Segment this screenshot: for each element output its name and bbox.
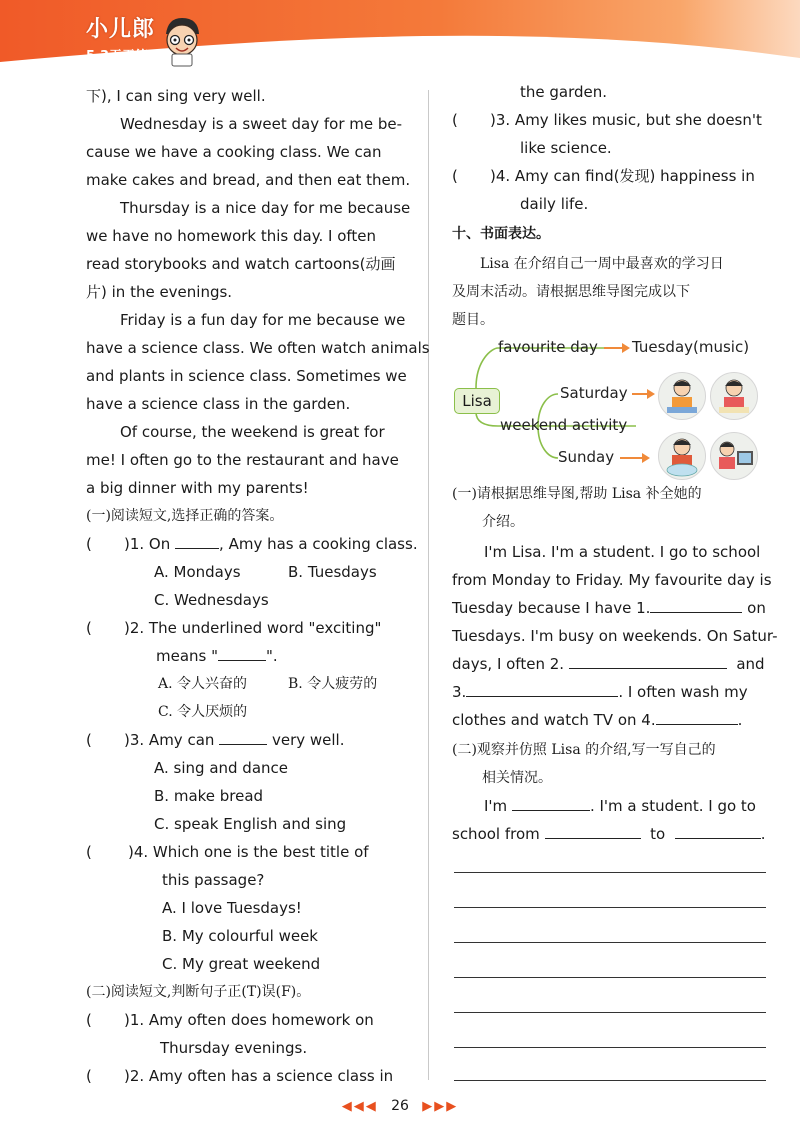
mind-map-favourite-day: favourite day xyxy=(498,338,598,356)
answer-blank-4[interactable] xyxy=(656,710,738,725)
start-day-blank[interactable] xyxy=(545,824,641,839)
series-title: 5·3天天练 xyxy=(86,49,149,64)
intro-line: 及周末活动。请根据思维导图完成以下 xyxy=(452,284,690,300)
prev-arrows-icon: ◀◀◀ xyxy=(341,1099,378,1114)
passage-line: clothes and watch TV on 4. . xyxy=(452,711,743,729)
answer-paren[interactable]: ( xyxy=(86,1067,92,1085)
question-4-line2: this passage? xyxy=(162,871,265,889)
option-c[interactable]: C. My great weekend xyxy=(162,955,321,973)
passage-line: me! I often go to the restaurant and have xyxy=(86,451,399,469)
tf-question-2: ( )2. Amy often has a science class in xyxy=(86,1067,394,1085)
tf-question-3: ( )3. Amy likes music, but she doesn't xyxy=(452,111,762,129)
passage-line: read storybooks and watch cartoons(动画 xyxy=(86,255,396,273)
answer-blank-2[interactable] xyxy=(569,654,727,669)
part1-heading: (一)阅读短文,选择正确的答案。 xyxy=(86,508,284,524)
answer-paren[interactable]: ( xyxy=(86,731,92,749)
passage-line: Friday is a fun day for me because we xyxy=(120,311,406,329)
page-header xyxy=(0,0,800,78)
mind-map xyxy=(452,330,770,480)
writing-line[interactable] xyxy=(454,1080,766,1081)
intro-line: Lisa 在介绍自己一周中最喜欢的学习日 xyxy=(480,256,724,272)
drawing-picture xyxy=(710,372,758,420)
answer-blank[interactable] xyxy=(218,646,266,661)
answer-paren[interactable]: ( xyxy=(86,619,92,637)
mind-map-saturday: Saturday xyxy=(560,384,628,402)
watching-tv-picture xyxy=(710,432,758,480)
answer-paren[interactable]: ( xyxy=(86,843,92,861)
writing-line[interactable] xyxy=(454,1012,766,1013)
answer-paren[interactable]: ( xyxy=(86,535,92,553)
option-c[interactable]: C. Wednesdays xyxy=(154,591,269,609)
answer-blank-3[interactable] xyxy=(466,682,618,697)
tf-question-2-line2: the garden. xyxy=(520,83,608,101)
column-divider xyxy=(428,90,429,1080)
answer-blank[interactable] xyxy=(219,730,267,745)
mind-map-center: Lisa xyxy=(454,388,500,414)
option-a[interactable]: A. sing and dance xyxy=(154,759,288,777)
passage-line: Thursday is a nice day for me because xyxy=(120,199,411,217)
tf-question-4-line2: daily life. xyxy=(520,195,589,213)
answer-blank-1[interactable] xyxy=(650,598,742,613)
question-1: ( )1. On , Amy has a cooking class. xyxy=(86,535,418,553)
mind-map-favourite-value: Tuesday(music) xyxy=(632,338,750,356)
option-a[interactable]: A. 令人兴奋的 xyxy=(158,676,248,692)
passage-line: cause we have a cooking class. We can xyxy=(86,143,382,161)
option-a[interactable]: A. I love Tuesdays! xyxy=(162,899,302,917)
end-day-blank[interactable] xyxy=(675,824,761,839)
mind-map-sunday: Sunday xyxy=(558,448,615,466)
intro-line: 题目。 xyxy=(452,312,494,328)
passage-line: Wednesday is a sweet day for me be- xyxy=(120,115,403,133)
passage-line: and plants in science class. Sometimes we xyxy=(86,367,407,385)
part1-heading: (一)请根据思维导图,帮助 Lisa 补全她的 xyxy=(452,486,702,502)
tf-question-1-line2: Thursday evenings. xyxy=(160,1039,308,1057)
part2-heading-cont: 相关情况。 xyxy=(482,770,552,786)
name-blank[interactable] xyxy=(512,796,590,811)
question-3: ( )3. Amy can very well. xyxy=(86,731,345,749)
section-10-heading: 十、书面表达。 xyxy=(452,226,550,242)
option-c[interactable]: C. speak English and sing xyxy=(154,815,347,833)
tf-question-3-line2: like science. xyxy=(520,139,612,157)
passage-line: 下), I can sing very well. xyxy=(86,87,266,105)
passage-line: days, I often 2. and xyxy=(452,655,765,673)
answer-paren[interactable]: ( xyxy=(452,167,458,185)
writing-line[interactable] xyxy=(454,907,766,908)
next-arrows-icon: ▶▶▶ xyxy=(422,1099,459,1114)
option-b[interactable]: B. Tuesdays xyxy=(288,563,377,581)
own-intro-line: school from to . xyxy=(452,825,766,843)
question-4: ( )4. Which one is the best title of xyxy=(86,843,369,861)
mind-map-weekend-activity: weekend activity xyxy=(500,416,628,434)
passage-line: make cakes and bread, and then eat them. xyxy=(86,171,411,189)
option-c[interactable]: C. 令人厌烦的 xyxy=(158,704,248,720)
passage-line: have a science class in the garden. xyxy=(86,395,351,413)
mascot-icon xyxy=(160,14,204,68)
passage-line: 3. . I often wash my xyxy=(452,683,748,701)
writing-line[interactable] xyxy=(454,977,766,978)
passage-line: Of course, the weekend is great for xyxy=(120,423,385,441)
passage-line: a big dinner with my parents! xyxy=(86,479,309,497)
writing-line[interactable] xyxy=(454,942,766,943)
writing-line[interactable] xyxy=(454,872,766,873)
part2-heading: (二)观察并仿照 Lisa 的介绍,写一写自己的 xyxy=(452,742,716,758)
option-a[interactable]: A. Mondays xyxy=(154,563,241,581)
answer-blank[interactable] xyxy=(175,534,219,549)
passage-line: 片) in the evenings. xyxy=(86,283,233,301)
brand-title: 小儿郎 xyxy=(86,17,156,42)
own-intro-line: I'm . I'm a student. I go to xyxy=(484,797,756,815)
passage-line: have a science class. We often watch animals xyxy=(86,339,430,357)
writing-line[interactable] xyxy=(454,1047,766,1048)
page-footer xyxy=(0,1098,800,1122)
tf-question-4: ( )4. Amy can find(发现) happiness in xyxy=(452,167,755,185)
answer-paren[interactable]: ( xyxy=(86,1011,92,1029)
passage-line: we have no homework this day. I often xyxy=(86,227,377,245)
page-number: 26 xyxy=(391,1098,409,1114)
passage-line: I'm Lisa. I'm a student. I go to school xyxy=(484,543,761,561)
question-2-line2: means " ". xyxy=(156,647,278,665)
passage-line: Tuesdays. I'm busy on weekends. On Satur- xyxy=(452,627,778,645)
part2-heading: (二)阅读短文,判断句子正(T)误(F)。 xyxy=(86,984,311,1000)
passage-line: Tuesday because I have 1. on xyxy=(452,599,766,617)
tf-question-1: ( )1. Amy often does homework on xyxy=(86,1011,374,1029)
answer-paren[interactable]: ( xyxy=(452,111,458,129)
washing-clothes-picture xyxy=(658,432,706,480)
reading-picture xyxy=(658,372,706,420)
option-b[interactable]: B. make bread xyxy=(154,787,264,805)
passage-line: from Monday to Friday. My favourite day is xyxy=(452,571,772,589)
option-b[interactable]: B. My colourful week xyxy=(162,927,318,945)
option-b[interactable]: B. 令人疲劳的 xyxy=(288,676,378,692)
question-2: ( )2. The underlined word "exciting" xyxy=(86,619,382,637)
part1-heading-cont: 介绍。 xyxy=(482,514,524,530)
